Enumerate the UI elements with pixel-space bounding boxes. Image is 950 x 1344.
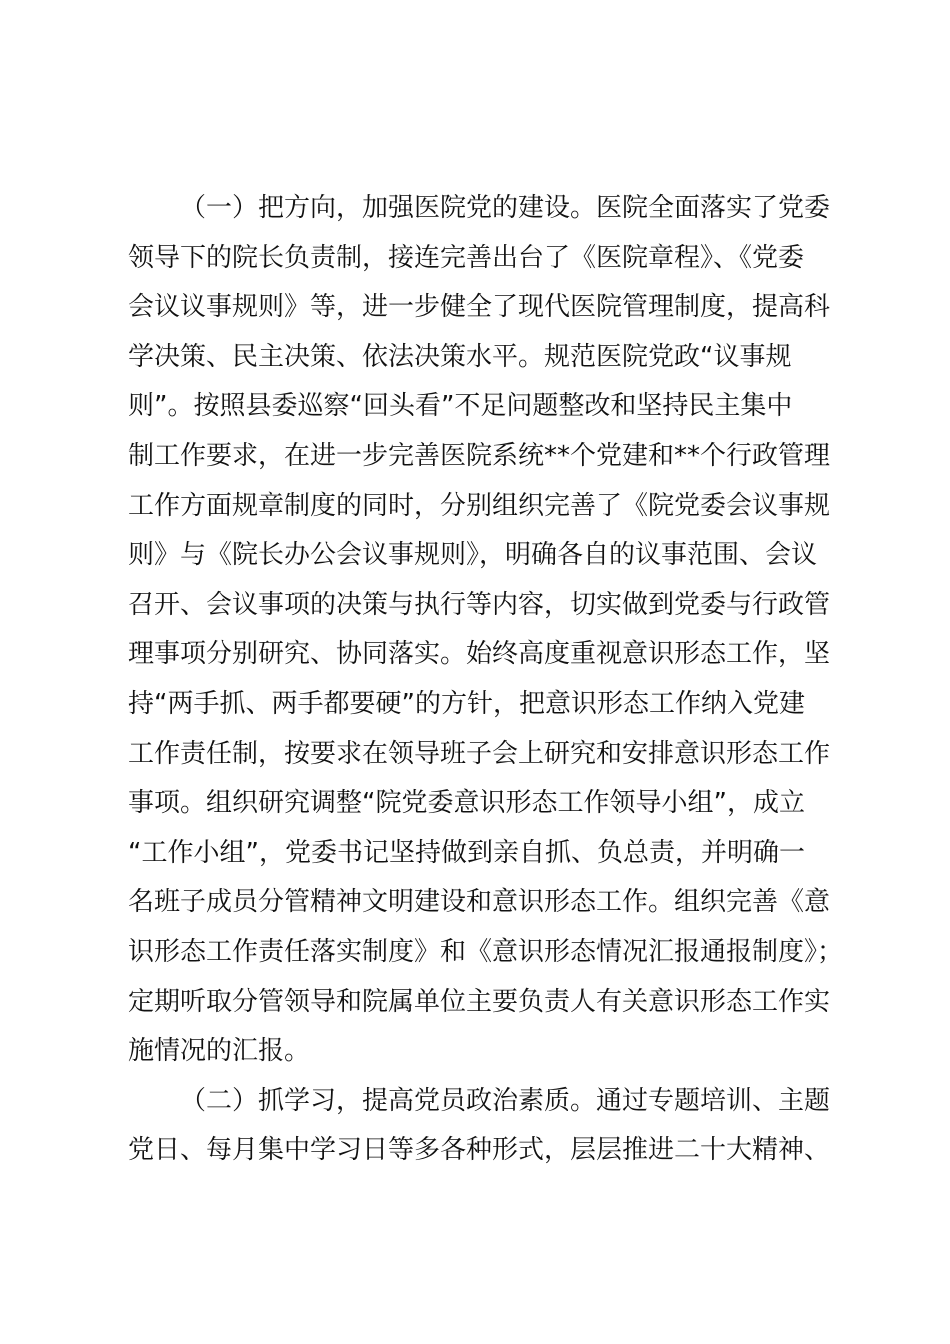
paragraph-line: 理事项分别研究、协同落实。始终高度重视意识形态工作，坚 — [128, 639, 831, 670]
paragraph-line: 识形态工作责任落实制度》和《意识形态情况汇报通报制度》； — [128, 936, 844, 967]
paragraph-line: 会议议事规则》等，进一步健全了现代医院管理制度，提高科 — [128, 292, 831, 323]
paragraph-line: （一）把方向，加强医院党的建设。医院全面落实了党委 — [180, 193, 831, 223]
paragraph-line: 制工作要求，在进一步完善医院系统**个党建和**个行政管理 — [128, 440, 831, 471]
paragraph-line: 则》与《院长办公会议事规则》，明确各自的议事范围、会议 — [128, 540, 818, 571]
paragraph-line: 党日、每月集中学习日等多各种形式，层层推进二十大精神、 — [128, 1135, 831, 1166]
paragraph-line: 事项。组织研究调整“院党委意识形态工作领导小组”，成立 — [128, 788, 805, 819]
paragraph-line: 则”。按照县委巡察“回头看”不足问题整改和坚持民主集中 — [128, 391, 793, 422]
paragraph-line: 名班子成员分管精神文明建设和意识形态工作。组织完善《意 — [128, 887, 831, 918]
paragraph-line: 召开、会议事项的决策与执行等内容，切实做到党委与行政管 — [128, 589, 831, 620]
paragraph-2 — [128, 1077, 838, 1176]
paragraph-1 — [128, 184, 844, 1077]
paragraph-line: 施情况的汇报。 — [128, 1036, 311, 1067]
paragraph-line: 持“两手抓、两手都要硬”的方针，把意识形态工作纳入党建 — [128, 688, 805, 719]
paragraph-line: 工作方面规章制度的同时，分别组织完善了《院党委会议事规 — [128, 490, 831, 521]
paragraph-line: “工作小组”，党委书记坚持做到亲自抓、负总责，并明确一 — [128, 837, 805, 868]
paragraph-line: 工作责任制，按要求在领导班子会上研究和安排意识形态工作 — [128, 738, 831, 769]
paragraph-line: （二）抓学习，提高党员政治素质。通过专题培训、主题 — [180, 1085, 831, 1116]
paragraph-line: 领导下的院长负责制，接连完善出台了《医院章程》、《党委 — [128, 242, 805, 273]
document-body — [128, 184, 844, 1176]
paragraph-line: 定期听取分管领导和院属单位主要负责人有关意识形态工作实 — [128, 986, 831, 1017]
paragraph-line: 学决策、民主决策、依法决策水平。规范医院党政“议事规 — [128, 341, 792, 372]
